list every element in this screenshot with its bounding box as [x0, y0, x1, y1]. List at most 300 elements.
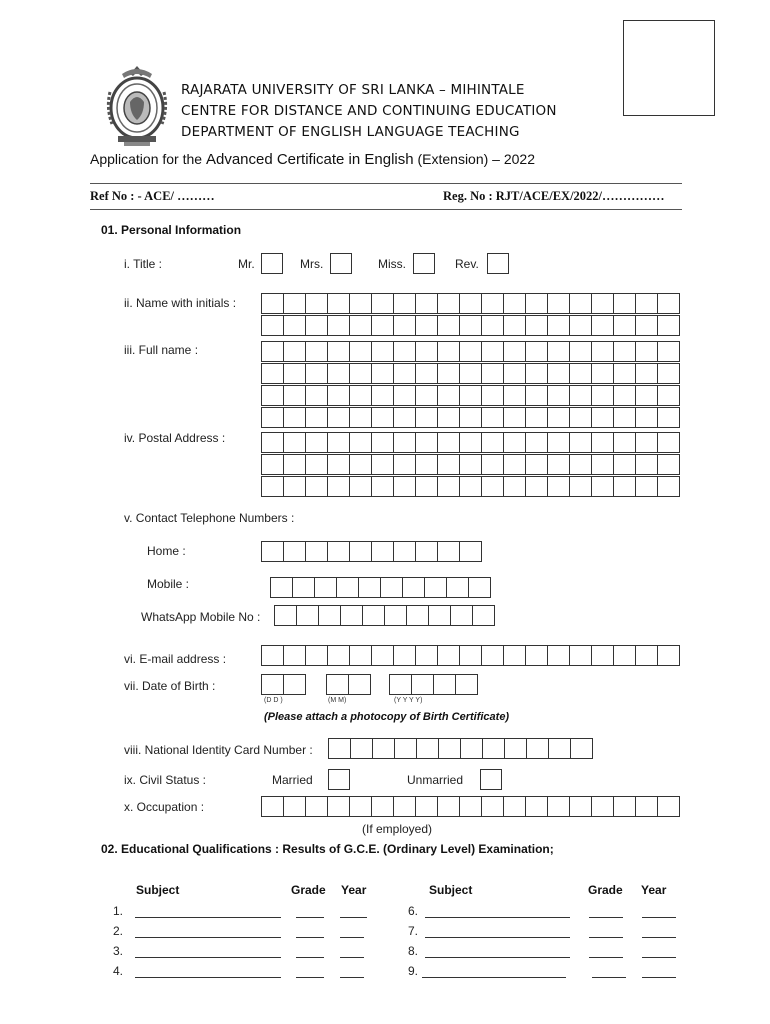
char-cell[interactable]: [327, 541, 350, 562]
char-cell[interactable]: [415, 315, 438, 336]
char-cell[interactable]: [657, 363, 680, 384]
char-cell[interactable]: [327, 432, 350, 453]
char-cell[interactable]: [635, 315, 658, 336]
char-cell[interactable]: [525, 476, 548, 497]
char-cell[interactable]: [657, 645, 680, 666]
char-cell[interactable]: [635, 407, 658, 428]
char-cell[interactable]: [635, 454, 658, 475]
postal-address-row-3[interactable]: [261, 476, 680, 497]
char-cell[interactable]: [327, 407, 350, 428]
char-cell[interactable]: [657, 385, 680, 406]
char-cell[interactable]: [503, 293, 526, 314]
char-cell[interactable]: [481, 454, 504, 475]
char-cell[interactable]: [481, 796, 504, 817]
char-cell[interactable]: [305, 385, 328, 406]
char-cell[interactable]: [261, 476, 284, 497]
unmarried-checkbox[interactable]: [480, 769, 502, 790]
char-cell[interactable]: [305, 363, 328, 384]
char-cell[interactable]: [437, 315, 460, 336]
char-cell[interactable]: [657, 432, 680, 453]
char-cell[interactable]: [371, 341, 394, 362]
char-cell[interactable]: [283, 293, 306, 314]
char-cell[interactable]: [437, 363, 460, 384]
char-cell[interactable]: [362, 605, 385, 626]
char-cell[interactable]: [591, 315, 614, 336]
char-cell[interactable]: [472, 605, 495, 626]
char-cell[interactable]: [415, 341, 438, 362]
subject-line[interactable]: [425, 957, 570, 958]
char-cell[interactable]: [569, 645, 592, 666]
char-cell[interactable]: [261, 407, 284, 428]
char-cell[interactable]: [613, 432, 636, 453]
char-cell[interactable]: [459, 432, 482, 453]
whatsapp-cells[interactable]: [274, 605, 495, 626]
char-cell[interactable]: [326, 674, 349, 695]
char-cell[interactable]: [394, 738, 417, 759]
name-initials-row-1[interactable]: [261, 293, 680, 314]
char-cell[interactable]: [283, 796, 306, 817]
char-cell[interactable]: [349, 407, 372, 428]
char-cell[interactable]: [437, 432, 460, 453]
grade-line[interactable]: [589, 957, 623, 958]
char-cell[interactable]: [591, 432, 614, 453]
grade-line[interactable]: [296, 977, 324, 978]
char-cell[interactable]: [547, 432, 570, 453]
char-cell[interactable]: [261, 674, 284, 695]
char-cell[interactable]: [459, 385, 482, 406]
subject-line[interactable]: [425, 917, 570, 918]
char-cell[interactable]: [389, 674, 412, 695]
char-cell[interactable]: [481, 432, 504, 453]
char-cell[interactable]: [305, 293, 328, 314]
char-cell[interactable]: [415, 454, 438, 475]
char-cell[interactable]: [349, 476, 372, 497]
full-name-row-3[interactable]: [261, 385, 680, 406]
char-cell[interactable]: [283, 341, 306, 362]
char-cell[interactable]: [459, 476, 482, 497]
subject-line[interactable]: [425, 937, 570, 938]
char-cell[interactable]: [393, 407, 416, 428]
mobile-cells[interactable]: [270, 577, 491, 598]
char-cell[interactable]: [569, 407, 592, 428]
subject-line[interactable]: [135, 937, 281, 938]
char-cell[interactable]: [481, 385, 504, 406]
char-cell[interactable]: [349, 645, 372, 666]
char-cell[interactable]: [459, 341, 482, 362]
grade-line[interactable]: [589, 917, 623, 918]
char-cell[interactable]: [261, 293, 284, 314]
char-cell[interactable]: [327, 293, 350, 314]
char-cell[interactable]: [481, 476, 504, 497]
char-cell[interactable]: [503, 645, 526, 666]
char-cell[interactable]: [393, 293, 416, 314]
char-cell[interactable]: [371, 454, 394, 475]
char-cell[interactable]: [393, 541, 416, 562]
char-cell[interactable]: [350, 738, 373, 759]
char-cell[interactable]: [657, 341, 680, 362]
char-cell[interactable]: [349, 454, 372, 475]
char-cell[interactable]: [613, 454, 636, 475]
char-cell[interactable]: [525, 432, 548, 453]
char-cell[interactable]: [305, 432, 328, 453]
dob-day-cells[interactable]: [261, 674, 306, 695]
char-cell[interactable]: [657, 796, 680, 817]
dob-year-cells[interactable]: [389, 674, 478, 695]
char-cell[interactable]: [371, 363, 394, 384]
char-cell[interactable]: [305, 476, 328, 497]
char-cell[interactable]: [526, 738, 549, 759]
char-cell[interactable]: [340, 605, 363, 626]
char-cell[interactable]: [349, 541, 372, 562]
char-cell[interactable]: [503, 315, 526, 336]
char-cell[interactable]: [525, 363, 548, 384]
char-cell[interactable]: [416, 738, 439, 759]
char-cell[interactable]: [613, 476, 636, 497]
title-miss-checkbox[interactable]: [413, 253, 435, 274]
char-cell[interactable]: [591, 476, 614, 497]
char-cell[interactable]: [503, 407, 526, 428]
char-cell[interactable]: [591, 341, 614, 362]
char-cell[interactable]: [481, 293, 504, 314]
char-cell[interactable]: [437, 645, 460, 666]
char-cell[interactable]: [613, 315, 636, 336]
char-cell[interactable]: [455, 674, 478, 695]
char-cell[interactable]: [428, 605, 451, 626]
char-cell[interactable]: [437, 454, 460, 475]
char-cell[interactable]: [437, 293, 460, 314]
char-cell[interactable]: [459, 363, 482, 384]
year-line[interactable]: [340, 957, 364, 958]
char-cell[interactable]: [328, 738, 351, 759]
dob-month-cells[interactable]: [326, 674, 371, 695]
char-cell[interactable]: [305, 541, 328, 562]
char-cell[interactable]: [481, 315, 504, 336]
full-name-row-2[interactable]: [261, 363, 680, 384]
char-cell[interactable]: [274, 605, 297, 626]
grade-line[interactable]: [296, 917, 324, 918]
char-cell[interactable]: [635, 645, 658, 666]
char-cell[interactable]: [349, 796, 372, 817]
char-cell[interactable]: [318, 605, 341, 626]
char-cell[interactable]: [371, 645, 394, 666]
char-cell[interactable]: [437, 385, 460, 406]
char-cell[interactable]: [613, 341, 636, 362]
full-name-row-4[interactable]: [261, 407, 680, 428]
year-line[interactable]: [340, 917, 367, 918]
char-cell[interactable]: [415, 293, 438, 314]
char-cell[interactable]: [393, 363, 416, 384]
char-cell[interactable]: [261, 363, 284, 384]
char-cell[interactable]: [349, 315, 372, 336]
char-cell[interactable]: [570, 738, 593, 759]
char-cell[interactable]: [305, 315, 328, 336]
char-cell[interactable]: [591, 645, 614, 666]
char-cell[interactable]: [547, 796, 570, 817]
char-cell[interactable]: [569, 315, 592, 336]
year-line[interactable]: [642, 937, 676, 938]
full-name-row-1[interactable]: [261, 341, 680, 362]
char-cell[interactable]: [591, 407, 614, 428]
char-cell[interactable]: [591, 454, 614, 475]
char-cell[interactable]: [283, 385, 306, 406]
char-cell[interactable]: [393, 341, 416, 362]
char-cell[interactable]: [525, 645, 548, 666]
title-mr-checkbox[interactable]: [261, 253, 283, 274]
year-line[interactable]: [340, 937, 364, 938]
char-cell[interactable]: [411, 674, 434, 695]
email-cells[interactable]: [261, 645, 680, 666]
char-cell[interactable]: [481, 407, 504, 428]
married-checkbox[interactable]: [328, 769, 350, 790]
char-cell[interactable]: [371, 407, 394, 428]
char-cell[interactable]: [635, 293, 658, 314]
home-phone-cells[interactable]: [261, 541, 482, 562]
nic-cells[interactable]: [328, 738, 593, 759]
char-cell[interactable]: [327, 363, 350, 384]
subject-line[interactable]: [135, 917, 281, 918]
char-cell[interactable]: [547, 407, 570, 428]
grade-line[interactable]: [589, 937, 623, 938]
char-cell[interactable]: [503, 385, 526, 406]
char-cell[interactable]: [393, 796, 416, 817]
char-cell[interactable]: [657, 476, 680, 497]
char-cell[interactable]: [371, 476, 394, 497]
char-cell[interactable]: [371, 541, 394, 562]
char-cell[interactable]: [459, 541, 482, 562]
char-cell[interactable]: [349, 432, 372, 453]
char-cell[interactable]: [393, 385, 416, 406]
char-cell[interactable]: [437, 407, 460, 428]
char-cell[interactable]: [371, 796, 394, 817]
char-cell[interactable]: [438, 738, 461, 759]
year-line[interactable]: [642, 917, 676, 918]
char-cell[interactable]: [371, 293, 394, 314]
grade-line[interactable]: [296, 937, 324, 938]
char-cell[interactable]: [482, 738, 505, 759]
char-cell[interactable]: [415, 385, 438, 406]
char-cell[interactable]: [327, 476, 350, 497]
char-cell[interactable]: [415, 796, 438, 817]
char-cell[interactable]: [635, 341, 658, 362]
subject-line[interactable]: [135, 977, 281, 978]
char-cell[interactable]: [635, 363, 658, 384]
grade-line[interactable]: [296, 957, 324, 958]
char-cell[interactable]: [525, 454, 548, 475]
char-cell[interactable]: [446, 577, 469, 598]
char-cell[interactable]: [283, 432, 306, 453]
char-cell[interactable]: [402, 577, 425, 598]
char-cell[interactable]: [296, 605, 319, 626]
char-cell[interactable]: [371, 432, 394, 453]
char-cell[interactable]: [569, 293, 592, 314]
char-cell[interactable]: [393, 645, 416, 666]
char-cell[interactable]: [569, 454, 592, 475]
char-cell[interactable]: [635, 796, 658, 817]
postal-address-row-1[interactable]: [261, 432, 680, 453]
char-cell[interactable]: [591, 293, 614, 314]
char-cell[interactable]: [504, 738, 527, 759]
char-cell[interactable]: [613, 385, 636, 406]
char-cell[interactable]: [424, 577, 447, 598]
char-cell[interactable]: [327, 645, 350, 666]
char-cell[interactable]: [525, 315, 548, 336]
char-cell[interactable]: [547, 341, 570, 362]
char-cell[interactable]: [657, 407, 680, 428]
char-cell[interactable]: [481, 645, 504, 666]
char-cell[interactable]: [283, 454, 306, 475]
char-cell[interactable]: [349, 341, 372, 362]
char-cell[interactable]: [349, 293, 372, 314]
char-cell[interactable]: [283, 315, 306, 336]
char-cell[interactable]: [547, 293, 570, 314]
year-line[interactable]: [642, 977, 676, 978]
char-cell[interactable]: [547, 315, 570, 336]
char-cell[interactable]: [437, 796, 460, 817]
char-cell[interactable]: [547, 476, 570, 497]
char-cell[interactable]: [305, 796, 328, 817]
char-cell[interactable]: [261, 385, 284, 406]
char-cell[interactable]: [481, 341, 504, 362]
char-cell[interactable]: [503, 363, 526, 384]
char-cell[interactable]: [372, 738, 395, 759]
char-cell[interactable]: [657, 293, 680, 314]
char-cell[interactable]: [283, 645, 306, 666]
char-cell[interactable]: [459, 407, 482, 428]
char-cell[interactable]: [503, 341, 526, 362]
char-cell[interactable]: [393, 315, 416, 336]
year-line[interactable]: [340, 977, 364, 978]
char-cell[interactable]: [305, 454, 328, 475]
char-cell[interactable]: [349, 363, 372, 384]
char-cell[interactable]: [283, 541, 306, 562]
char-cell[interactable]: [460, 738, 483, 759]
char-cell[interactable]: [349, 385, 372, 406]
char-cell[interactable]: [525, 341, 548, 362]
char-cell[interactable]: [283, 407, 306, 428]
char-cell[interactable]: [283, 674, 306, 695]
char-cell[interactable]: [415, 541, 438, 562]
char-cell[interactable]: [459, 293, 482, 314]
char-cell[interactable]: [459, 315, 482, 336]
char-cell[interactable]: [635, 476, 658, 497]
char-cell[interactable]: [283, 363, 306, 384]
char-cell[interactable]: [393, 476, 416, 497]
char-cell[interactable]: [270, 577, 293, 598]
char-cell[interactable]: [569, 796, 592, 817]
char-cell[interactable]: [591, 796, 614, 817]
char-cell[interactable]: [283, 476, 306, 497]
name-initials-row-2[interactable]: [261, 315, 680, 336]
char-cell[interactable]: [406, 605, 429, 626]
char-cell[interactable]: [635, 432, 658, 453]
char-cell[interactable]: [327, 454, 350, 475]
char-cell[interactable]: [569, 432, 592, 453]
char-cell[interactable]: [437, 541, 460, 562]
char-cell[interactable]: [635, 385, 658, 406]
char-cell[interactable]: [591, 385, 614, 406]
char-cell[interactable]: [503, 454, 526, 475]
char-cell[interactable]: [459, 454, 482, 475]
char-cell[interactable]: [613, 407, 636, 428]
char-cell[interactable]: [547, 454, 570, 475]
char-cell[interactable]: [314, 577, 337, 598]
postal-address-row-2[interactable]: [261, 454, 680, 475]
char-cell[interactable]: [305, 407, 328, 428]
char-cell[interactable]: [503, 796, 526, 817]
char-cell[interactable]: [525, 796, 548, 817]
char-cell[interactable]: [261, 645, 284, 666]
char-cell[interactable]: [358, 577, 381, 598]
char-cell[interactable]: [292, 577, 315, 598]
char-cell[interactable]: [371, 385, 394, 406]
char-cell[interactable]: [393, 454, 416, 475]
char-cell[interactable]: [613, 796, 636, 817]
char-cell[interactable]: [437, 341, 460, 362]
char-cell[interactable]: [384, 605, 407, 626]
char-cell[interactable]: [525, 293, 548, 314]
subject-line[interactable]: [135, 957, 281, 958]
char-cell[interactable]: [415, 363, 438, 384]
char-cell[interactable]: [613, 293, 636, 314]
char-cell[interactable]: [503, 432, 526, 453]
char-cell[interactable]: [327, 796, 350, 817]
char-cell[interactable]: [327, 385, 350, 406]
char-cell[interactable]: [437, 476, 460, 497]
char-cell[interactable]: [503, 476, 526, 497]
char-cell[interactable]: [547, 385, 570, 406]
char-cell[interactable]: [380, 577, 403, 598]
char-cell[interactable]: [261, 454, 284, 475]
char-cell[interactable]: [569, 363, 592, 384]
char-cell[interactable]: [468, 577, 491, 598]
char-cell[interactable]: [336, 577, 359, 598]
char-cell[interactable]: [547, 363, 570, 384]
subject-line[interactable]: [422, 977, 566, 978]
char-cell[interactable]: [450, 605, 473, 626]
char-cell[interactable]: [261, 796, 284, 817]
title-rev-checkbox[interactable]: [487, 253, 509, 274]
char-cell[interactable]: [415, 407, 438, 428]
title-mrs-checkbox[interactable]: [330, 253, 352, 274]
char-cell[interactable]: [481, 363, 504, 384]
char-cell[interactable]: [657, 315, 680, 336]
char-cell[interactable]: [327, 315, 350, 336]
char-cell[interactable]: [261, 341, 284, 362]
char-cell[interactable]: [459, 645, 482, 666]
char-cell[interactable]: [569, 385, 592, 406]
char-cell[interactable]: [459, 796, 482, 817]
char-cell[interactable]: [348, 674, 371, 695]
year-line[interactable]: [642, 957, 676, 958]
char-cell[interactable]: [415, 432, 438, 453]
char-cell[interactable]: [525, 385, 548, 406]
char-cell[interactable]: [613, 645, 636, 666]
char-cell[interactable]: [371, 315, 394, 336]
char-cell[interactable]: [327, 341, 350, 362]
char-cell[interactable]: [525, 407, 548, 428]
char-cell[interactable]: [415, 645, 438, 666]
char-cell[interactable]: [569, 341, 592, 362]
char-cell[interactable]: [433, 674, 456, 695]
char-cell[interactable]: [261, 541, 284, 562]
char-cell[interactable]: [261, 315, 284, 336]
grade-line[interactable]: [592, 977, 626, 978]
char-cell[interactable]: [305, 341, 328, 362]
char-cell[interactable]: [569, 476, 592, 497]
char-cell[interactable]: [591, 363, 614, 384]
char-cell[interactable]: [415, 476, 438, 497]
occupation-cells[interactable]: [261, 796, 680, 817]
